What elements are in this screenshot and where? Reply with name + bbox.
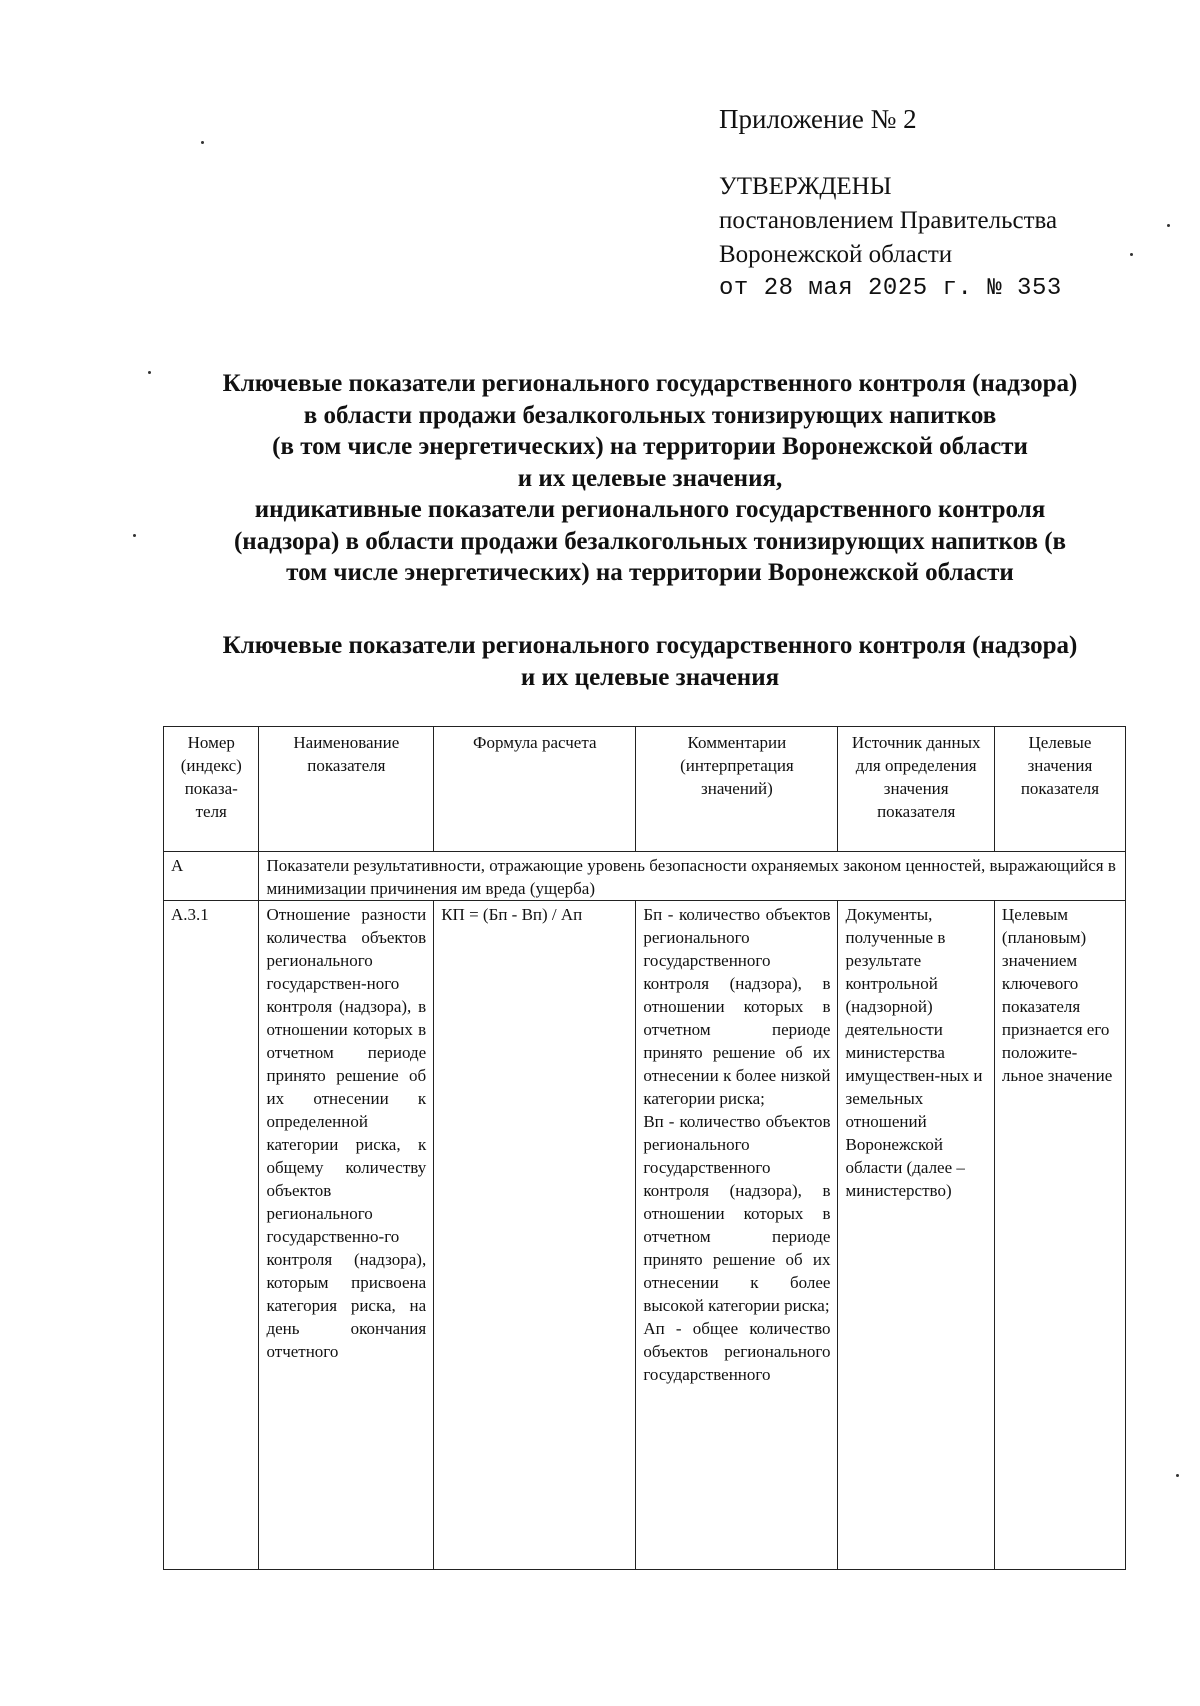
section-title bbox=[150, 630, 1150, 694]
comment-vp: Вп - количество объектов регионального государственного контроля (надзора), в отношении которых в отчетном периоде принято решение об их отнесении к более высокой категории риска; bbox=[643, 1112, 831, 1315]
subtitle-line: и их целевые значения bbox=[520, 664, 780, 691]
indicator-target: Целевым (плановым) значением ключевого показателя признается его положите-льное значение bbox=[994, 901, 1125, 1570]
title-line: и их целевые значения, bbox=[517, 464, 783, 492]
subtitle-line: Ключевые показатели регионального государственного контроля (надзора) bbox=[222, 632, 1078, 659]
title-line: (в том числе энергетических) на территории Воронежской области bbox=[272, 433, 1028, 460]
scan-speck bbox=[1130, 253, 1133, 256]
approved-word: УТВЕРЖДЕНЫ bbox=[719, 173, 892, 200]
scan-speck bbox=[133, 534, 136, 537]
title-line: том числе энергетических) на территории Воронежской области bbox=[286, 559, 1014, 586]
appendix-label: Приложение № 2 bbox=[719, 104, 917, 134]
comment-bp: Бп - количество объектов регионального государственного контроля (надзора), в отношении которых в отчетном периоде принято решение об их отнесении к более низкой категории риска; bbox=[643, 905, 831, 1108]
indicator-name: Отношение разности количества объектов регионального государствен-ного контроля (надзора), в отношении которых в отчетном периоде принято решение об их отнесении к определенной категории риска, к общему количеству объектов регионального государственно-го контроля (надзора), которым присвоена категория риска, на день окончания отчетного bbox=[259, 901, 434, 1570]
title-line: (надзора) в области продажи безалкогольных тонизирующих напитков (в bbox=[233, 527, 1067, 555]
scan-speck bbox=[1167, 224, 1170, 227]
indicator-comment bbox=[636, 901, 838, 1570]
header-name: Наименование показателя bbox=[259, 727, 434, 852]
decree-date-number: от 28 мая 2025 г. № 353 bbox=[719, 275, 1062, 302]
table-header-row bbox=[164, 727, 1126, 852]
section-row bbox=[164, 852, 1126, 901]
scan-speck bbox=[201, 141, 204, 144]
indicator-code: А.3.1 bbox=[164, 901, 259, 1570]
title-line: Ключевые показатели регионального государственного контроля (надзора) bbox=[222, 370, 1078, 397]
header-target: Целевые значения показателя bbox=[994, 727, 1125, 852]
title-line: индикативные показатели регионального государственного контроля bbox=[254, 496, 1046, 523]
title-line: в области продажи безалкогольных тонизирующих напитков bbox=[303, 401, 997, 429]
section-text: Показатели результативности, отражающие уровень безопасности охраняемых законом ценностей, выражающийся в минимизации причинения им вреда (ущерба) bbox=[259, 852, 1126, 901]
approval-block bbox=[719, 170, 1062, 306]
table-row bbox=[164, 901, 1126, 1570]
header-index: Номер (индекс) показа-теля bbox=[164, 727, 259, 852]
section-code: А bbox=[164, 852, 259, 901]
comment-ap: Ап - общее количество объектов регионального государственного bbox=[643, 1319, 831, 1384]
document-title bbox=[150, 368, 1150, 589]
indicator-formula: КП = (Бп - Вп) / Ап bbox=[434, 901, 636, 1570]
indicator-source: Документы, полученные в результате контрольной (надзорной) деятельности министерства имуществен-ных и земельных отношений Воронежской области (далее – министерство) bbox=[838, 901, 994, 1570]
header-source: Источник данных для определения значения показателя bbox=[838, 727, 994, 852]
scan-speck bbox=[148, 371, 151, 374]
indicators-table bbox=[163, 726, 1126, 1570]
header-comments: Комментарии (интерпретация значений) bbox=[636, 727, 838, 852]
approved-by-line2: Воронежской области bbox=[719, 241, 953, 268]
scan-speck bbox=[1176, 1474, 1179, 1477]
header-formula: Формула расчета bbox=[434, 727, 636, 852]
approved-by-line1: постановлением Правительства bbox=[719, 207, 1058, 234]
